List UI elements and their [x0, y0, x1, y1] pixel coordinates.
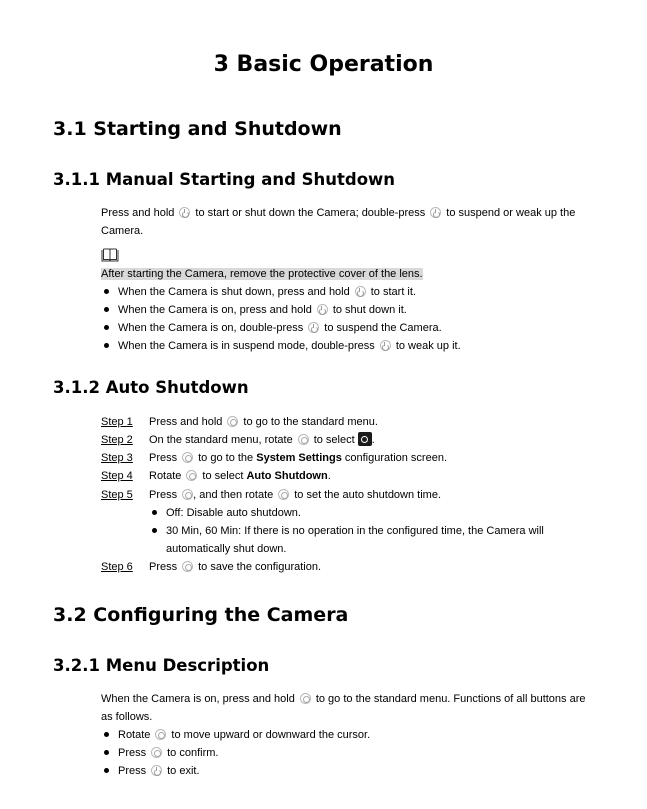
settings-gear-icon: [358, 432, 372, 446]
knob-icon: [227, 416, 238, 427]
bullet: [104, 289, 109, 294]
step-text: Press and hold to go to the standard menu.: [149, 416, 378, 428]
knob-icon: [278, 489, 289, 500]
sub-list-item: Off: Disable auto shutdown.: [166, 507, 301, 519]
list-item: Rotate to move upward or downward the cursor.: [118, 729, 371, 741]
section-heading-3-1-2: 3.1.2 Auto Shutdown: [53, 378, 249, 397]
power-button-icon: [179, 207, 190, 218]
bullet: [104, 732, 109, 737]
knob-icon: [186, 470, 197, 481]
note-text: After starting the Camera, remove the protective cover of the lens.: [101, 268, 423, 280]
knob-icon: [151, 747, 162, 758]
power-button-icon: [380, 340, 391, 351]
step-text: Press to save the configuration.: [149, 561, 322, 573]
step-label: Step 4: [101, 470, 133, 482]
bullet: [152, 528, 157, 533]
power-button-icon: [355, 286, 366, 297]
chapter-title: 3 Basic Operation: [213, 52, 434, 77]
knob-icon: [300, 693, 311, 704]
bullet: [104, 768, 109, 773]
step-label: Step 1: [101, 416, 133, 428]
step-label: Step 2: [101, 434, 133, 446]
power-button-icon: [308, 322, 319, 333]
section-heading-3-2-1: 3.2.1 Menu Description: [53, 656, 270, 675]
step-text: Press , and then rotate to set the auto shutdown time.: [149, 489, 442, 501]
paragraph-line: Camera.: [101, 225, 144, 237]
step-label: Step 5: [101, 489, 133, 501]
list-item: Press to exit.: [118, 765, 200, 777]
step-label: Step 6: [101, 561, 133, 573]
sub-list-item: 30 Min, 60 Min: If there is no operation in the configured time, the Camera will: [166, 525, 544, 537]
power-button-icon: [430, 207, 441, 218]
bullet: [104, 750, 109, 755]
knob-icon: [182, 561, 193, 572]
section-heading-3-1-1: 3.1.1 Manual Starting and Shutdown: [53, 170, 396, 189]
step-text: Rotate to select Auto Shutdown.: [149, 470, 331, 482]
knob-icon: [298, 434, 309, 445]
list-item: When the Camera is on, double-press to suspend the Camera.: [118, 322, 442, 334]
power-button-icon: [317, 304, 328, 315]
section-heading-3-1: 3.1 Starting and Shutdown: [53, 118, 342, 140]
knob-icon: [155, 729, 166, 740]
paragraph-line: When the Camera is on, press and hold to go to the standard menu. Functions of all buttons are: [101, 693, 586, 705]
sub-list-item-continued: automatically shut down.: [166, 543, 287, 555]
paragraph-line: Press and hold to start or shut down the Camera; double-press to suspend or weak up the: [101, 207, 576, 219]
step-text: On the standard menu, rotate to select .: [149, 434, 375, 446]
bullet: [104, 325, 109, 330]
paragraph-line: as follows.: [101, 711, 153, 723]
list-item: Press to confirm.: [118, 747, 219, 759]
bullet: [104, 307, 109, 312]
section-heading-3-2: 3.2 Configuring the Camera: [53, 604, 349, 626]
power-button-icon: [151, 765, 162, 776]
list-item: When the Camera is on, press and hold to shut down it.: [118, 304, 407, 316]
note-book-icon: [101, 248, 119, 262]
step-text: Press to go to the System Settings configuration screen.: [149, 452, 448, 464]
bullet: [152, 510, 157, 515]
list-item: When the Camera is shut down, press and hold to start it.: [118, 286, 416, 298]
bullet: [104, 343, 109, 348]
list-item: When the Camera is in suspend mode, double-press to weak up it.: [118, 340, 461, 352]
knob-icon: [182, 452, 193, 463]
step-label: Step 3: [101, 452, 133, 464]
knob-icon: [182, 489, 193, 500]
